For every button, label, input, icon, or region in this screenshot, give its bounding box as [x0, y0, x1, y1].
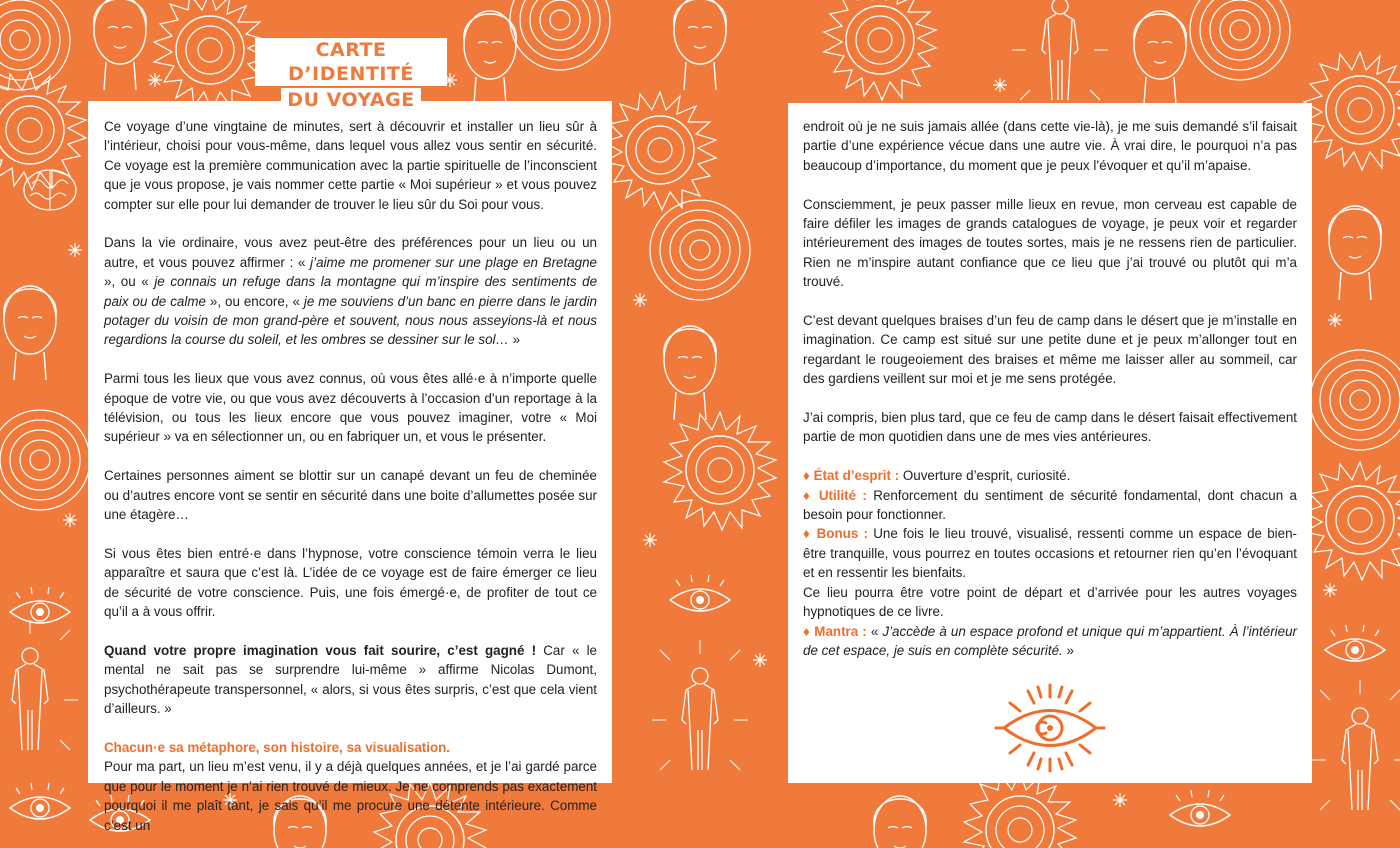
info-etat: ♦ État d’esprit : Ouverture d’esprit, curiosité.	[803, 468, 1071, 484]
info-mantra: ♦ Mantra : « J’accède à un espace profond et unique qui m’appartient. À l’intérieur de cet espace, je suis en complète sécurité. »	[803, 623, 1297, 658]
mantra-italic: J’accède à un espace profond et unique qui m’appartient. À l’intérieur de cet espace, je suis en complète sécurité.	[803, 623, 1297, 658]
paragraph-examples: Dans la vie ordinaire, vous avez peut-être des préférences pour un lieu ou un autre, et vous pouvez affirmer : « j’aime me promener sur une plage en Bretagne », ou « je connais un refuge dans la montagne qui m’inspire des sentiments de paix ou de calme », ou encore, « je me souviens d’un banc en pierre dans le jardin potager du voisin de mon grand-père et souvent, nous nous asseyions-là et nous regardions la course du soleil, et les ombres se dessiner sur le sol… »	[104, 235, 598, 348]
title-line-1: CARTE D’IDENTITÉ	[255, 38, 447, 86]
paragraph: Ce lieu pourra être votre point de départ et d’arrivée pour les autres voyages hypnotiques de ce livre.	[803, 584, 1297, 620]
page-title	[255, 38, 447, 114]
quote-italic: je me souviens d’un banc en pierre dans le jardin potager du voisin de mon grand-père et souvent, nous nous asseyions-là et nous regardions la course du soleil, et les ombres se dessiner sur le sol…	[104, 293, 598, 348]
diamond-bullet-icon: ♦	[803, 526, 812, 542]
paragraph: Certaines personnes aiment se blottir sur un canapé devant un feu de cheminée ou d’autres encore vont se sentir en sécurité dans une boite d’allumettes posée sur une étagère…	[104, 468, 597, 523]
bold-statement: Quand votre propre imagination vous fait sourire, c’est gagné !	[104, 642, 537, 658]
paragraph: Quand votre propre imagination vous fait sourire, c’est gagné ! Car « le mental ne sait pas se surprendre lui-même » affirme Nicolas Dumont, psychothérapeute transpersonnel, « alors, si vous êtes surpris, c’est que cela vient d’ailleurs. »	[104, 642, 598, 717]
info-bonus: ♦ Bonus : Une fois le lieu trouvé, visualisé, ressenti comme un espace de bien-être tranquille, vous pourrez en toutes occasions et retourner rien qu’en l’évoquant et en ressentir les bienfaits.	[803, 526, 1297, 581]
right-text-panel	[788, 103, 1312, 783]
diamond-bullet-icon: ♦	[803, 623, 811, 639]
diamond-bullet-icon: ♦	[803, 468, 810, 484]
paragraph: Consciemment, je peux passer mille lieux en revue, mon cerveau est capable de faire défiler les images de grands catalogues de voyage, je peux voir et regarder intérieurement des images de toutes sortes, mais je ne ressens rien de particulier. Rien ne m’inspire autant confiance que ce lieu que j’ai trouvé ou plutôt qui m’a trouvé.	[803, 196, 1297, 290]
quote-italic: j’aime me promener sur une plage en Bretagne	[310, 254, 597, 270]
left-text-panel	[88, 101, 612, 833]
eye-emblem-icon	[994, 683, 1106, 773]
title-line-2: DU VOYAGE	[281, 88, 420, 112]
paragraph: C’est devant quelques braises d’un feu de camp dans le désert que je m’installe en imagination. Ce camp est situé sur une petite dune et je peux m’allonger tout en regardant le rougeoiement des braises et même me laisser aller au sommeil, car des gardiens veillent sur moi et je me sens protégée.	[803, 313, 1297, 387]
quote-italic: je connais un refuge dans la montagne qui m’inspire des sentiments de paix ou de calme	[104, 274, 598, 309]
info-utilite: ♦ Utilité : Renforcement du sentiment de sécurité fondamental, dont chacun a besoin pour fonctionner.	[803, 487, 1297, 523]
paragraph: Parmi tous les lieux que vous avez connus, où vous êtes allé·e à n’importe quelle époque de votre vie, ou que vous avez découverts à l’occasion d’un reportage à la télévision, ou tous les lieux encore que vous pouvez imaginer, votre « Moi supérieur » va en sélectionner un, ou en fabriquer un, et vous le présenter.	[104, 371, 597, 445]
paragraph: Ce voyage d’une vingtaine de minutes, sert à découvrir et installer un lieu sûr à l’intérieur, choisi pour vous-même, dans lequel vous allez vous sentir en sécurité. Ce voyage est la première communication avec la partie spirituelle de l’inconscient que je vous propose, je vais nommer cette partie « Moi supérieur » et vous pouvez compter sur elle pour lui demander de trouver le lieu sûr du Soi pour vous.	[104, 119, 597, 212]
diamond-bullet-icon: ♦	[803, 487, 813, 503]
paragraph: J’ai compris, bien plus tard, que ce feu de camp dans le désert faisait effectivement partie de mon quotidien dans une de mes vies antérieures.	[803, 410, 1297, 445]
section-heading: Chacun·e sa métaphore, son histoire, sa visualisation.	[104, 739, 451, 755]
paragraph: Si vous êtes bien entré·e dans l’hypnose, votre conscience témoin verra le lieu apparaître et saura que c’est là. L’idée de ce voyage est de faire émerger ce lieu de sécurité de votre conscience. Puis, une fois émergé·e, de profiter de tout ce qu’il a à vous offrir.	[104, 545, 597, 620]
paragraph: Pour ma part, un lieu m’est venu, il y a déjà quelques années, et je l’ai gardé parce que pour le moment je n’ai rien trouvé de mieux. Je ne comprends pas exactement pourquoi il me plaît tant, je sais qu’il me procure une détente intérieure. Comme c’est un	[104, 759, 597, 833]
paragraph: endroit où je ne suis jamais allée (dans cette vie-là), je me suis demandé s’il faisait partie d’une expérience vécue dans une autre vie. À vrai dire, le pourquoi n’a pas beaucoup d’importance, du moment que je peux l’évoquer et qu’il m’apaise.	[803, 119, 1297, 173]
